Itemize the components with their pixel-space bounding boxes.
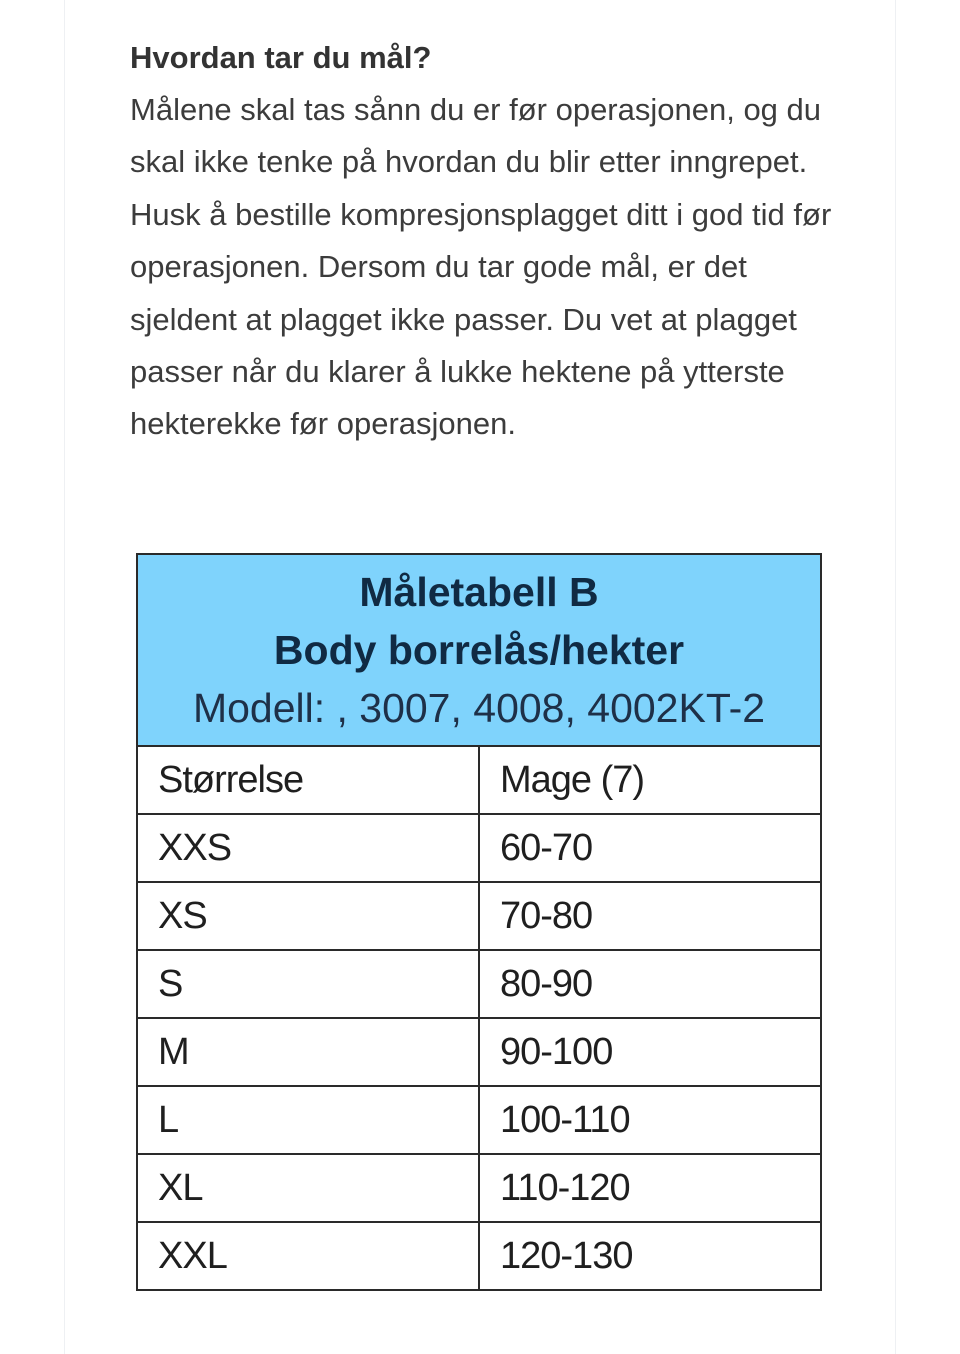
table-row	[137, 882, 821, 950]
size-cell: M	[137, 1018, 479, 1086]
table-row	[137, 1222, 821, 1290]
column-header-size: Størrelse	[137, 746, 479, 814]
table-title-cell	[137, 554, 821, 746]
article-heading: Hvordan tar du mål?	[130, 40, 432, 75]
size-cell: XS	[137, 882, 479, 950]
table-subtitle: Body borrelås/hekter	[273, 627, 685, 673]
size-chart-table	[136, 553, 822, 1291]
measurement-cell: 60-70	[479, 814, 821, 882]
measurement-cell: 120-130	[479, 1222, 821, 1290]
size-cell: S	[137, 950, 479, 1018]
measurement-cell: 110-120	[479, 1154, 821, 1222]
size-cell: XXS	[137, 814, 479, 882]
article-body: Målene skal tas sånn du er før operasjonen, og du skal ikke tenke på hvordan du blir etter inngrepet. Husk å bestille kompresjonsplagget ditt i god tid før operasjonen. Dersom du tar gode mål, er det sjeldent at plagget ikke passer. Du vet at plagget passer når du klarer å lukke hektene på ytterste hekterekke før operasjonen.	[130, 92, 832, 442]
article	[130, 32, 850, 451]
table-row	[137, 950, 821, 1018]
measurement-cell: 80-90	[479, 950, 821, 1018]
size-cell: XL	[137, 1154, 479, 1222]
size-cell: L	[137, 1086, 479, 1154]
table-row	[137, 814, 821, 882]
measurement-cell: 100-110	[479, 1086, 821, 1154]
size-cell: XXL	[137, 1222, 479, 1290]
table-row	[137, 1018, 821, 1086]
table-title: Måletabell B	[359, 569, 599, 615]
table-row	[137, 1154, 821, 1222]
table-row	[137, 1086, 821, 1154]
measurement-cell: 90-100	[479, 1018, 821, 1086]
column-header-waist: Mage (7)	[479, 746, 821, 814]
table-column-header-row	[137, 746, 821, 814]
measurement-cell: 70-80	[479, 882, 821, 950]
table-model-line: Modell: , 3007, 4008, 4002KT-2	[192, 685, 766, 731]
table-title-row	[137, 554, 821, 746]
